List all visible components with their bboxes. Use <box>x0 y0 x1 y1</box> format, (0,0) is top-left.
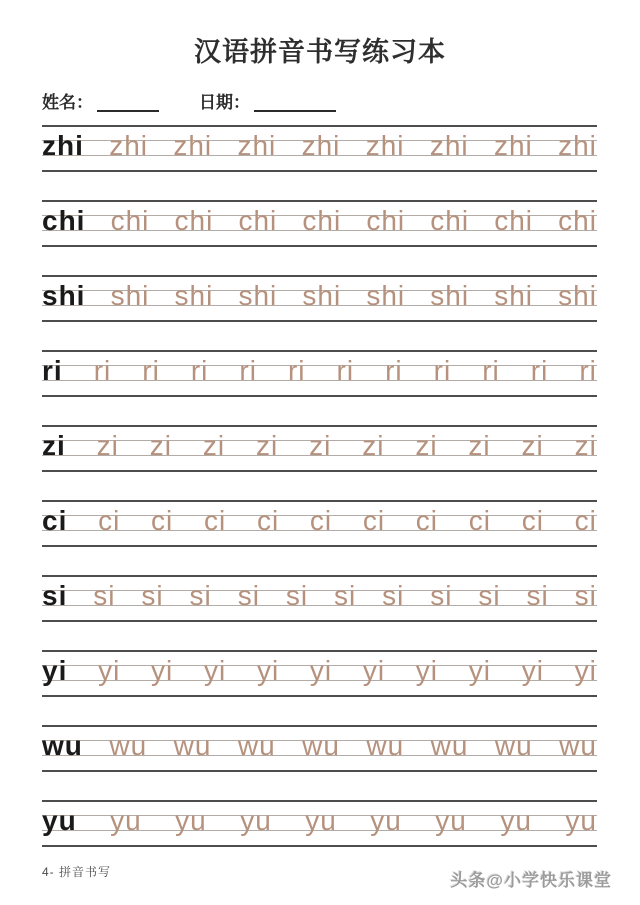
trace-syllable: si <box>93 580 116 611</box>
trace-syllable: zi <box>468 430 491 461</box>
trace-syllable: si <box>333 580 357 611</box>
staff-line <box>42 395 597 397</box>
practice-row <box>42 125 597 170</box>
trace-syllable: si <box>285 580 309 611</box>
staff-line <box>42 320 597 322</box>
trace-syllable: si <box>189 580 212 611</box>
trace-syllable: wu <box>109 730 148 761</box>
model-syllable: wu <box>42 730 83 761</box>
trace-syllable: ci <box>362 505 386 536</box>
date-blank <box>254 94 336 112</box>
trace-syllable: zi <box>255 430 279 461</box>
trace-syllable: zhi <box>429 130 469 161</box>
trace-syllable: zhi <box>301 130 341 161</box>
trace-syllable: ci <box>415 505 439 536</box>
trace-syllable: chi <box>558 205 597 236</box>
trace-syllable: ri <box>190 355 209 386</box>
staff-line <box>42 545 597 547</box>
trace-syllable: chi <box>494 205 534 236</box>
date-label: 日期： <box>199 93 250 112</box>
practice-row <box>42 275 597 320</box>
model-syllable: chi <box>42 205 86 236</box>
trace-syllable: chi <box>110 205 150 236</box>
syllable-line <box>42 423 597 468</box>
trace-syllable: ri <box>287 355 306 386</box>
trace-syllable: ri <box>433 355 452 386</box>
staff-line <box>42 845 597 847</box>
trace-syllable: zi <box>362 430 385 461</box>
practice-row <box>42 425 597 470</box>
syllable-line <box>42 723 597 768</box>
trace-syllable: zhi <box>493 130 533 161</box>
trace-syllable: si <box>237 580 260 611</box>
trace-syllable: si <box>382 580 405 611</box>
trace-syllable: si <box>526 580 549 611</box>
trace-syllable: yi <box>151 655 174 686</box>
trace-syllable: ri <box>482 355 500 386</box>
trace-syllable: ri <box>385 355 403 386</box>
trace-syllable: si <box>478 580 501 611</box>
syllable-line <box>42 273 597 318</box>
trace-syllable: wu <box>302 730 340 761</box>
page-number-label: 4- 拼音书写 <box>42 865 112 879</box>
trace-syllable: shi <box>238 280 278 311</box>
model-syllable: si <box>42 580 68 611</box>
model-syllable: ri <box>42 355 63 386</box>
trace-syllable: zi <box>521 430 544 461</box>
trace-syllable: shi <box>366 280 406 311</box>
trace-syllable: zhi <box>109 130 149 161</box>
model-syllable: zi <box>42 430 66 461</box>
trace-syllable: ci <box>98 505 121 536</box>
trace-syllable: ci <box>468 505 491 536</box>
model-syllable: shi <box>42 280 86 311</box>
trace-syllable: ri <box>579 355 597 386</box>
trace-syllable: yi <box>521 655 544 686</box>
practice-row <box>42 200 597 245</box>
syllable-line <box>42 798 597 843</box>
trace-syllable: yi <box>468 655 491 686</box>
trace-syllable: yu <box>500 805 532 836</box>
trace-syllable: yi <box>574 655 597 686</box>
trace-syllable: ci <box>521 505 544 536</box>
name-blank <box>97 94 159 112</box>
trace-syllable: zhi <box>365 130 405 161</box>
watermark: 头条@小学快乐课堂 <box>450 871 612 890</box>
trace-syllable: yi <box>362 655 386 686</box>
syllable-line <box>42 198 597 243</box>
trace-syllable: yu <box>305 805 337 836</box>
trace-syllable: chi <box>302 205 342 236</box>
header-fields <box>42 88 598 113</box>
trace-syllable: wu <box>494 730 533 761</box>
model-syllable: yi <box>42 655 68 686</box>
trace-syllable: ci <box>151 505 174 536</box>
trace-syllable: ri <box>530 355 549 386</box>
practice-row <box>42 725 597 770</box>
page-title: 汉语拼音书写练习本 <box>194 37 446 67</box>
trace-syllable: chi <box>174 205 214 236</box>
trace-syllable: yu <box>565 805 597 836</box>
trace-syllable: ri <box>93 355 112 386</box>
staff-line <box>42 695 597 697</box>
staff-line <box>42 470 597 472</box>
trace-syllable: zhi <box>558 130 597 161</box>
trace-syllable: shi <box>174 280 214 311</box>
trace-syllable: wu <box>559 730 597 761</box>
practice-rows <box>42 125 597 875</box>
syllable-line <box>42 123 597 168</box>
trace-syllable: yu <box>240 805 272 836</box>
trace-syllable: chi <box>366 205 406 236</box>
practice-row <box>42 650 597 695</box>
trace-syllable: si <box>430 580 453 611</box>
trace-syllable: yu <box>370 805 402 836</box>
trace-syllable: yi <box>203 655 227 686</box>
trace-syllable: ci <box>309 505 333 536</box>
trace-syllable: si <box>141 580 164 611</box>
model-syllable: zhi <box>42 130 84 161</box>
practice-row <box>42 800 597 845</box>
trace-syllable: ci <box>256 505 280 536</box>
trace-syllable: zi <box>202 430 226 461</box>
syllable-line <box>42 573 597 618</box>
trace-syllable: zi <box>149 430 172 461</box>
practice-row <box>42 575 597 620</box>
trace-syllable: si <box>574 580 597 611</box>
trace-syllable: shi <box>302 280 342 311</box>
trace-syllable: yi <box>309 655 333 686</box>
staff-line <box>42 770 597 772</box>
trace-syllable: ri <box>142 355 160 386</box>
trace-syllable: yu <box>435 805 467 836</box>
trace-syllable: wu <box>237 730 276 761</box>
trace-syllable: zi <box>309 430 332 461</box>
trace-syllable: ci <box>203 505 227 536</box>
trace-syllable: zhi <box>173 130 213 161</box>
trace-syllable: yu <box>110 805 142 836</box>
trace-syllable: zi <box>574 430 597 461</box>
trace-syllable: yi <box>98 655 121 686</box>
trace-syllable: wu <box>430 730 469 761</box>
trace-syllable: chi <box>238 205 278 236</box>
staff-line <box>42 245 597 247</box>
trace-syllable: zi <box>96 430 119 461</box>
trace-syllable: chi <box>430 205 470 236</box>
trace-syllable: shi <box>430 280 470 311</box>
trace-syllable: shi <box>110 280 150 311</box>
trace-syllable: yi <box>415 655 439 686</box>
trace-syllable: zi <box>415 430 438 461</box>
trace-syllable: wu <box>366 730 405 761</box>
trace-syllable: zhi <box>237 130 277 161</box>
trace-syllable: yi <box>256 655 280 686</box>
staff-line <box>42 620 597 622</box>
trace-syllable: yu <box>175 805 207 836</box>
model-syllable: ci <box>42 505 68 536</box>
model-syllable: yu <box>42 805 77 836</box>
staff-line <box>42 170 597 172</box>
syllable-line <box>42 648 597 693</box>
name-label: 姓名： <box>42 93 93 112</box>
practice-row <box>42 500 597 545</box>
trace-syllable: wu <box>173 730 212 761</box>
practice-row <box>42 350 597 395</box>
trace-syllable: ci <box>574 505 597 536</box>
syllable-line <box>42 498 597 543</box>
trace-syllable: ri <box>336 355 355 386</box>
trace-syllable: shi <box>494 280 534 311</box>
trace-syllable: ri <box>239 355 257 386</box>
trace-syllable: shi <box>558 280 597 311</box>
syllable-line <box>42 348 597 393</box>
